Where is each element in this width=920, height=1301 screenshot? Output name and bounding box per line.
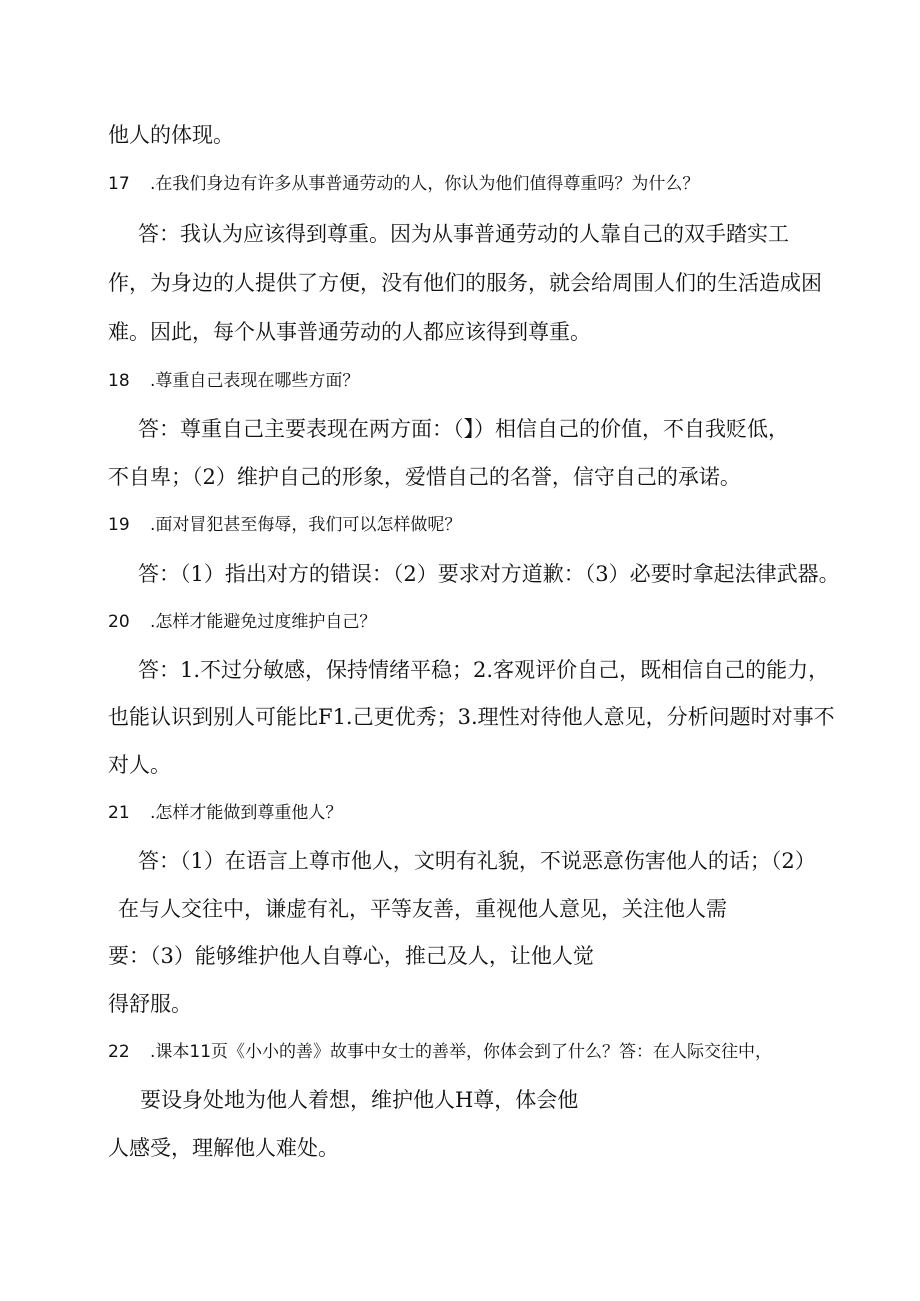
question-22 (108, 1044, 772, 1061)
answer-line: 也能认识到别人可能比F1.己更优秀；3.理性对待他人意见，分析问题时对事不 (108, 705, 835, 729)
answer-line: 答：我认为应该得到尊重。因为从事普通劳动的人靠自己的双手踏实工 (138, 222, 789, 246)
question-18 (108, 373, 359, 390)
answer-line: 答：（1）在语言上尊市他人，文明有礼貌，不说恶意伤害他人的话；（2） (138, 849, 816, 873)
question-number: 19 (108, 515, 130, 535)
answer-line: 在与人交往中，谦虚有礼，平等友善，重视他人意见，关注他人需 (118, 897, 727, 921)
answer-line: 要：（3）能够维护他人自尊心，推己及人，让他人觉 (108, 944, 594, 968)
answer-line: 得舒服。 (108, 992, 192, 1016)
question-17 (108, 176, 699, 193)
question-number: 22 (108, 1042, 130, 1062)
question-number: 18 (108, 371, 130, 391)
question-20 (108, 614, 376, 631)
question-text: .面对冒犯甚至侮辱，我们可以怎样做呢？ (150, 515, 462, 535)
answer-line: 答：（1）指出对方的错误：（2）要求对方道歉：（3）必要时拿起法律武器。 (138, 562, 840, 586)
question-text: .怎样才能避免过度维护自己？ (150, 612, 377, 632)
answer-line: 作，为身边的人提供了方便，没有他们的服务，就会给周围人们的生活造成困 (108, 271, 822, 295)
answer-line: 人感受，理解他人难处。 (108, 1136, 339, 1160)
text-line: 他人的体现。 (108, 123, 234, 147)
question-number: 21 (108, 803, 130, 823)
question-text: .尊重自己表现在哪些方面？ (150, 371, 360, 391)
question-text: .课本11页《小小的善》故事中女士的善举，你体会到了什么？答：在人际交往中， (150, 1042, 773, 1062)
answer-line: 不自卑；（2）维护自己的形象，爱惜自己的名誉，信守自己的承诺。 (108, 465, 741, 489)
question-number: 20 (108, 612, 130, 632)
answer-line: 答：尊重自己主要表现在两方面：（】）相信自己的价值，不自我贬低， (138, 417, 789, 441)
answer-line: 难。因此，每个从事普通劳动的人都应该得到尊重。 (108, 320, 591, 344)
question-text: .在我们身边有许多从事普通劳动的人，你认为他们值得尊重吗？为什么？ (150, 174, 700, 194)
answer-line: 答：1.不过分敏感，保持情绪平稳；2.客观评价自己，既相信自己的能力， (138, 658, 830, 682)
question-text: .怎样才能做到尊重他人？ (150, 803, 343, 823)
answer-line: 要设身处地为他人着想，维护他人H尊，体会他 (140, 1088, 579, 1112)
question-21 (108, 805, 342, 822)
question-number: 17 (108, 174, 130, 194)
answer-line: 对人。 (108, 753, 171, 777)
question-19 (108, 517, 461, 534)
